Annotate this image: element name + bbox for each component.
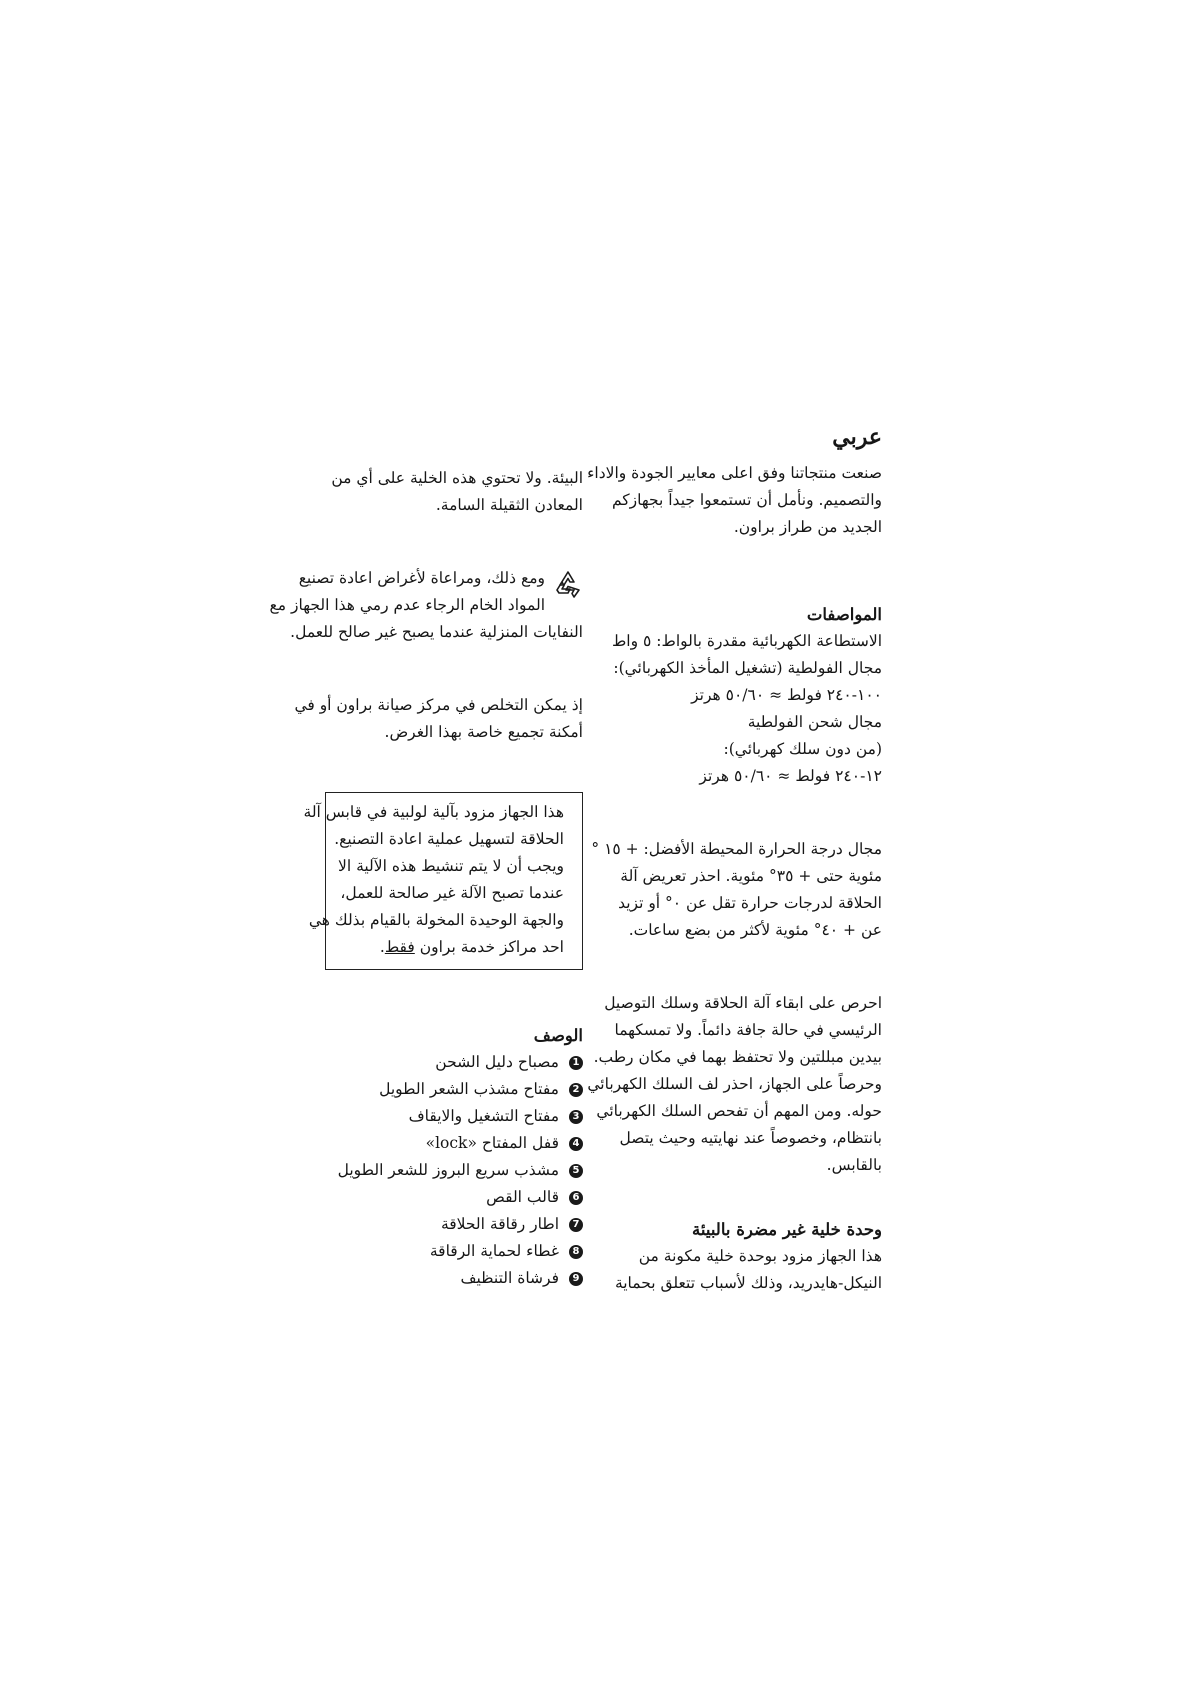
item-label: مصباح دليل الشحن [435, 1053, 559, 1071]
notice-line: هذا الجهاز مزود بآلية لولبية في قابس آلة [303, 803, 564, 821]
notice-emphasis: فقط [384, 938, 415, 956]
item-number-badge: 2 [569, 1083, 583, 1097]
notice-line: ويجب أن لا يتم تنشيط هذه الآلية الا [338, 857, 564, 875]
disposal-paragraph [294, 692, 583, 746]
list-item [325, 1211, 583, 1238]
battery-line: النيكل-هايدريد، وذلك لأسباب تتعلق بحماية [614, 1274, 882, 1292]
description-title: الوصف [533, 1026, 583, 1045]
care-line: بيدين مبللتين ولا تحتفظ بهما في مكان رطب. [593, 1048, 882, 1066]
notice-last-suffix: . [379, 938, 385, 956]
care-line: بانتظام، وخصوصاً عند نهايتيه وحيث يتصل [619, 1129, 882, 1147]
item-number-badge: 1 [569, 1056, 583, 1070]
specs-line: ١٢-٢٤٠ فولط ≈ ٥٠/٦٠ هرتز [699, 767, 882, 785]
specs-line: مجال الفولطية (تشغيل المأخذ الكهربائي): [613, 659, 882, 677]
item-label: مفتاح مشذب الشعر الطويل [379, 1080, 559, 1098]
item-label: قالب القص [486, 1188, 559, 1206]
specs-paragraph [612, 628, 882, 790]
item-number-badge: 3 [569, 1110, 583, 1124]
list-item [325, 1157, 583, 1184]
intro-line: الجديد من طراز براون. [733, 518, 882, 536]
care-line: الرئيسي في حالة جافة دائماً. ولا تمسكهما [614, 1021, 882, 1039]
left-column [269, 465, 583, 1292]
battery-continued-line: البيئة. ولا تحتوي هذه الخلية على أي من [331, 469, 583, 487]
battery-paragraph [612, 1243, 882, 1297]
intro-line: صنعت منتجاتنا وفق اعلى معايير الجودة والاداء [587, 464, 882, 482]
notice-line: والجهة الوحيدة المخولة بالقيام بذلك هي [308, 911, 564, 929]
item-label: مشذب سريع البروز للشعر الطويل [337, 1161, 559, 1179]
item-number-badge: 4 [569, 1137, 583, 1151]
language-heading: عربي [832, 424, 882, 450]
specs-line: (من دون سلك كهربائي): [723, 740, 882, 758]
notice-last-line [336, 934, 564, 961]
list-item [325, 1184, 583, 1211]
item-label: مفتاح التشغيل والايقاف [408, 1107, 559, 1125]
recycle-line: ومع ذلك، ومراعاة لأغراض اعادة تصنيع [298, 569, 545, 587]
list-item [325, 1265, 583, 1292]
disposal-line: إذ يمكن التخلص في مركز صيانة براون أو في [294, 696, 583, 714]
item-number-badge: 5 [569, 1164, 583, 1178]
right-column [587, 426, 882, 1297]
temperature-paragraph [591, 836, 882, 944]
battery-continued-line: المعادن الثقيلة السامة. [435, 496, 583, 514]
recycle-line: المواد الخام الرجاء عدم رمي هذا الجهاز مع [269, 596, 545, 614]
item-number-badge: 6 [569, 1191, 583, 1205]
item-label: غطاء لحماية الرقاقة [429, 1242, 559, 1260]
specs-line: مجال شحن الفولطية [747, 713, 882, 731]
battery-title: وحدة خلية غير مضرة بالبيئة [692, 1220, 882, 1239]
battery-continued-paragraph [325, 465, 583, 519]
notice-line: الحلاقة لتسهيل عملية اعادة التصنيع. [334, 830, 564, 848]
list-item [325, 1103, 583, 1130]
item-number-badge: 8 [569, 1245, 583, 1259]
temperature-line: مئوية حتى + ٣٥° مئوية. احذر تعريض آلة [620, 867, 882, 885]
item-number-badge: 9 [569, 1272, 583, 1286]
battery-line: هذا الجهاز مزود بوحدة خلية مكونة من [638, 1247, 882, 1265]
list-item [325, 1076, 583, 1103]
list-item [325, 1130, 583, 1157]
intro-line: والتصميم. ونأمل أن تستمعوا جيداً بجهازكم [611, 491, 882, 509]
specs-line: الاستطاعة الكهربائية مقدرة بالواط: ٥ واط [611, 632, 882, 650]
care-line: وحرصاً على الجهاز، احذر لف السلك الكهربائي [587, 1075, 882, 1093]
recycle-icon [553, 569, 583, 599]
recycle-line: النفايات المنزلية عندما يصبح غير صالح للعمل. [290, 623, 583, 641]
recycling-notice-box [303, 792, 583, 970]
care-line: احرص على ابقاء آلة الحلاقة وسلك التوصيل [604, 994, 882, 1012]
item-label: اطار رقاقة الحلاقة [440, 1215, 559, 1233]
notice-line: عندما تصبح الآلة غير صالحة للعمل، [340, 884, 564, 902]
temperature-line: الحلاقة لدرجات حرارة تقل عن ٠° أو تزيد [618, 894, 882, 912]
specs-title: المواصفات [806, 605, 882, 624]
item-label: قفل المفتاح «lock» [425, 1134, 559, 1152]
disposal-line: أمكنة تجميع خاصة بهذا الغرض. [384, 723, 583, 741]
temperature-line: عن + ٤٠° مئوية لأكثر من بضع ساعات. [628, 921, 882, 939]
care-line: حوله. ومن المهم أن تفحص السلك الكهربائي [596, 1102, 882, 1120]
intro-paragraph [587, 460, 882, 541]
care-line: بالقابس. [826, 1156, 882, 1174]
item-label: فرشاة التنظيف [460, 1269, 559, 1287]
list-item [325, 1049, 583, 1076]
item-number-badge: 7 [569, 1218, 583, 1232]
care-paragraph [587, 990, 882, 1179]
specs-line: ١٠٠-٢٤٠ فولط ≈ ٥٠/٦٠ هرتز [691, 686, 882, 704]
list-item [325, 1238, 583, 1265]
temperature-line: مجال درجة الحرارة المحيطة الأفضل: + ١٥ ° [591, 840, 882, 858]
notice-last-prefix: احد مراكز خدمة براون [414, 938, 564, 956]
description-list [325, 1049, 583, 1292]
recycle-paragraph [269, 565, 583, 646]
